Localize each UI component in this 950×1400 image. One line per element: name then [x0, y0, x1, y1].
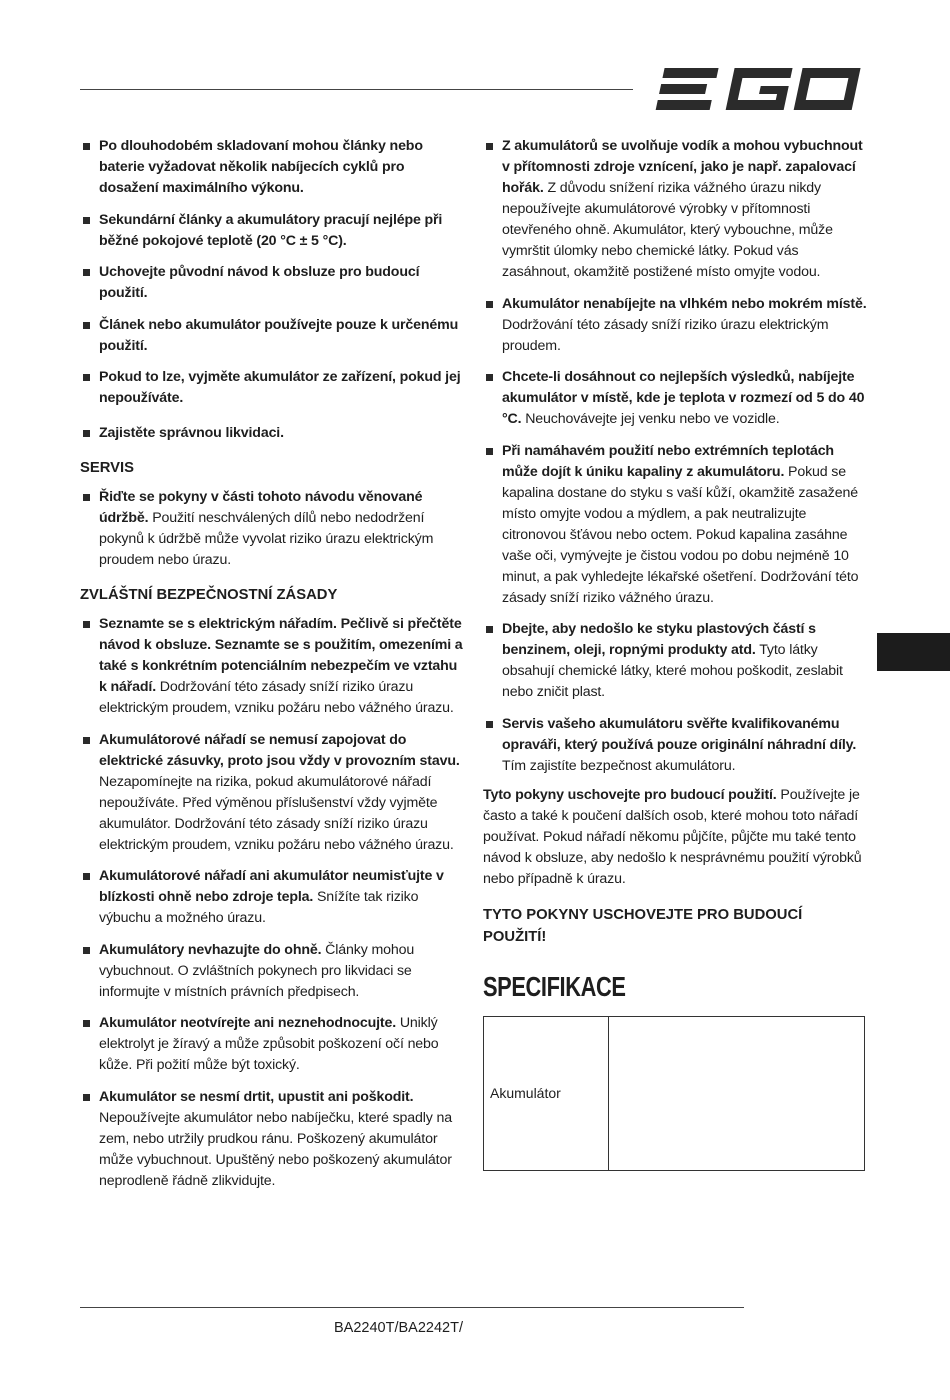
list-item: Dbejte, aby nedošlo ke styku plastových částí s benzinem, oleji, ropnými produkty atd. Tyto látky obsahují chemické látky, které mohou poškodit, zeslabit nebo zničit plast.	[483, 619, 868, 703]
footer-model-number: BA2240T/BA2242T/	[334, 1320, 463, 1336]
ego-logo	[651, 66, 861, 117]
keep-instructions-heading: TYTO POKYNY USCHOVEJTE PRO BUDOUCÍ POUŽITÍ!	[483, 906, 803, 945]
left-column	[80, 136, 465, 1202]
list-item: Pokud to lze, vyjměte akumulátor ze zařízení, pokud jej nepoužíváte.	[80, 367, 465, 409]
footer-rule	[80, 1307, 744, 1308]
section-heading-special-safety: ZVLÁŠTNÍ BEZPEČNOSTNÍ ZÁSADY	[80, 587, 338, 603]
servis-list	[80, 487, 465, 571]
spec-value	[609, 1016, 865, 1170]
list-item: Akumulátorové nářadí ani akumulátor neumisťujte v blízkosti ohně nebo zdroje tepla. Snížíte tak riziko výbuchu a možného úrazu.	[80, 866, 465, 929]
battery-safety-list	[483, 136, 868, 777]
list-item: Seznamte se s elektrickým nářadím. Pečlivě si přečtěte návod k obsluze. Seznamte se s použitím, omezeními a také s konkrétním potenciálním nebezpečím ve vztahu k nářadí. Dodržování této zásady sníží riziko úrazu elektrickým proudem, vzniku požáru nebo vážného úrazu.	[80, 614, 465, 719]
list-item: Sekundární články a akumulátory pracují nejlépe při běžné pokojové teplotě (20 °C ± 5 °C).	[80, 210, 465, 252]
list-item: Z akumulátorů se uvolňuje vodík a mohou vybuchnout v přítomnosti zdroje vznícení, jako je např. zapalovací hořák. Z důvodu snížení rizika vážného úrazu nikdy nepoužívejte akumulátorové výrobky v přítomnosti otevřeného ohně. Akumulátor, který vybouchne, může vymrštit úlomky nebo chemické látky. Pokud vás zasáhnout, okamžitě postižené místo omyjte vodou.	[483, 136, 868, 283]
list-item: Po dlouhodobém skladovaní mohou články nebo baterie vyžadovat několik nabíjecích cyklů pro dosažení maximálního výkonu.	[80, 136, 465, 199]
list-item: Chcete-li dosáhnout co nejlepších výsledků, nabíjejte akumulátor v místě, kde je teplota v rozmezí od 5 do 40 °C. Neuchovávejte jej venku nebo ve vozidle.	[483, 367, 868, 430]
list-item: Akumulátory nevhazujte do ohně. Články mohou vybuchnout. O zvláštních pokynech pro likvidaci se informujte v místních právních předpisech.	[80, 940, 465, 1003]
specifications-heading: SPECIFIKACE	[483, 970, 626, 1002]
section-heading-servis: SERVIS	[80, 460, 135, 476]
right-column	[483, 136, 868, 1171]
table-row	[484, 1016, 865, 1170]
list-item: Akumulátor nenabíjejte na vlhkém nebo mokrém místě. Dodržování této zásady sníží riziko úrazu elektrickým proudem.	[483, 294, 868, 357]
keep-instructions-paragraph: Tyto pokyny uschovejte pro budoucí použití. Používejte je často a také k poučení dalších osob, které mohou toto nářadí používat. Pokud nářadí někomu půjčíte, půjčte mu také tento návod k obsluze, aby nedošlo k nesprávnému použití výrobků nebo případně k úrazu.	[483, 786, 862, 887]
section-tab-marker	[877, 633, 950, 671]
ego-logo-graphic	[651, 66, 861, 112]
list-item: Akumulátorové nářadí se nemusí zapojovat do elektrické zásuvky, proto jsou vždy v provozním stavu. Nezapomínejte na rizika, pokud akumulátorové nářadí nepoužíváte. Před výměnou příslušenství vždy vyjměte akumulátor. Dodržování této zásady sníží riziko úrazu elektrickým proudem, vzniku požáru nebo vážného úrazu.	[80, 730, 465, 856]
list-item: Servis vašeho akumulátoru svěřte kvalifikovanému opraváři, který používá pouze originální náhradní díly. Tím zajistíte bezpečnost akumulátoru.	[483, 714, 868, 777]
list-item: Řiďte se pokyny v části tohoto návodu věnované údržbě. Použití neschválených dílů nebo nedodržení pokynů k údržbě může vyvolat riziko úrazu elektrickým proudem nebo úrazu.	[80, 487, 465, 571]
list-item: Uchovejte původní návod k obsluze pro budoucí použití.	[80, 262, 465, 304]
spec-label: Akumulátor	[484, 1016, 609, 1170]
list-item: Akumulátor se nesmí drtit, upustit ani poškodit. Nepoužívejte akumulátor nebo nabíječku, které spadly na zem, nebo utržily prudkou ránu. Poškozený akumulátor může vybuchnout. Upuštěný nebo poškozený akumulátor neprodleně řádně zlikvidujte.	[80, 1087, 465, 1192]
list-item: Zajistěte správnou likvidaci.	[80, 423, 465, 444]
list-item: Při namáhavém použití nebo extrémních teplotách může dojít k úniku kapaliny z akumulátoru. Pokud se kapalina dostane do styku s vaší kůží, okamžitě zasažené místo omyjte vodou a mýdlem, a pak neutralizujte citronovou šťávou nebo octem. Pokud kapalina zasáhne vaše oči, vymývejte je čistou vodou po dobu nejméně 10 minut, a pak vyhledejte lékařské ošetření. Dodržování této zásady sníží riziko vážného úrazu.	[483, 441, 868, 609]
header-rule	[80, 89, 633, 90]
battery-storage-list	[80, 136, 465, 444]
list-item: Článek nebo akumulátor používejte pouze k určenému použití.	[80, 315, 465, 357]
special-safety-list	[80, 614, 465, 1192]
specifications-table	[483, 1016, 865, 1171]
list-item: Akumulátor neotvírejte ani neznehodnocujte. Uniklý elektrolyt je žíravý a může způsobit poškození očí nebo kůže. Při požití může být toxický.	[80, 1013, 465, 1076]
